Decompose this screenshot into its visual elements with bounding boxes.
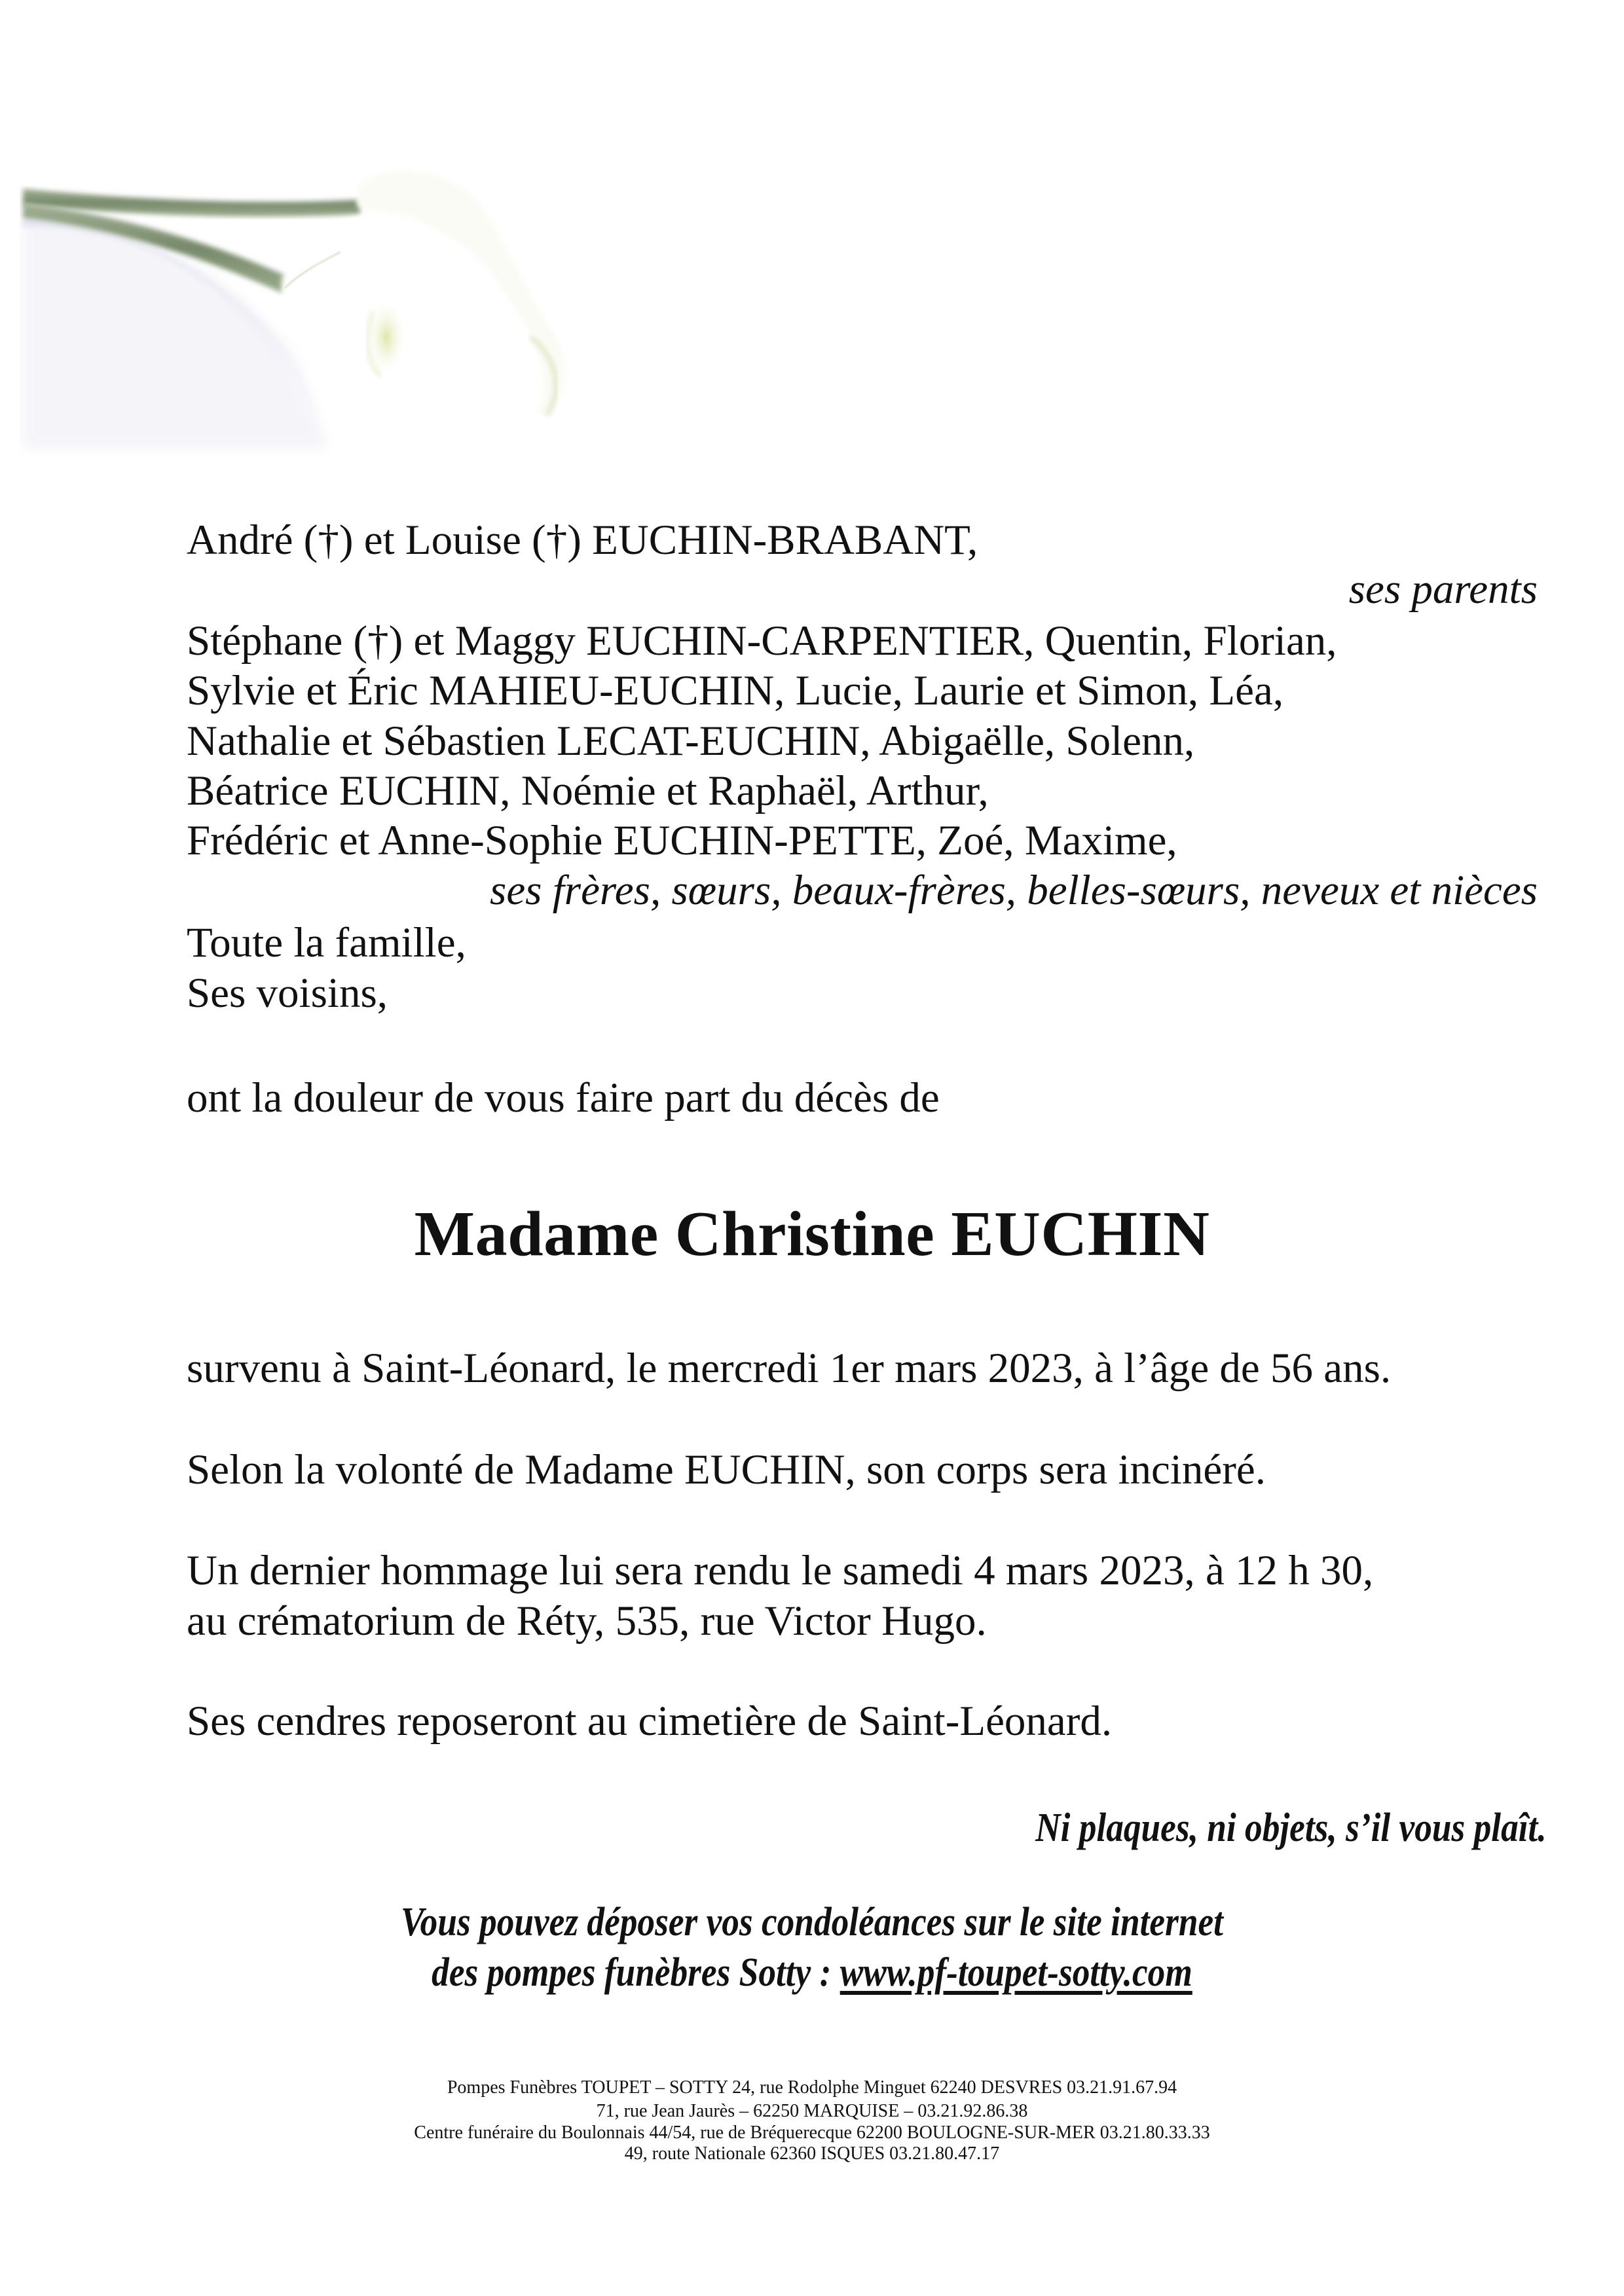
footer-line: 49, route Nationale 62360 ISQUES 03.21.80.47.17 (624, 2143, 1000, 2164)
siblings-line: Frédéric et Anne-Sophie EUCHIN-PETTE, Zoé, Maxime, (187, 817, 1177, 864)
parents-line: André (†) et Louise (†) EUCHIN-BRABANT, (187, 517, 978, 564)
siblings-line: Béatrice EUCHIN, Noémie et Raphaël, Arthur, (187, 767, 989, 814)
siblings-line: Stéphane (†) et Maggy EUCHIN-CARPENTIER, Quentin, Florian, (187, 617, 1337, 665)
siblings-line: Sylvie et Éric MAHIEU-EUCHIN, Lucie, Laurie et Simon, Léa, (187, 667, 1284, 714)
parents-label: ses parents (1348, 566, 1538, 613)
calla-lily-flower-icon (20, 141, 622, 455)
footer-line: Pompes Funèbres TOUPET – SOTTY 24, rue Rodolphe Minguet 62240 DESVRES 03.21.91.67.94 (447, 2077, 1177, 2098)
website-link[interactable]: www.pf-toupet-sotty.com (840, 1950, 1192, 1995)
tribute-line: au crématorium de Réty, 535, rue Victor Hugo. (187, 1597, 987, 1645)
condolences-line: Vous pouvez déposer vos condoléances sur le site internet (400, 1900, 1223, 1944)
death-details: survenu à Saint-Léonard, le mercredi 1er mars 2023, à l’âge de 56 ans. (187, 1345, 1392, 1392)
family-line: Toute la famille, (187, 919, 466, 966)
siblings-label: ses frères, sœurs, beaux-frères, belles-sœurs, neveux et nièces (490, 867, 1538, 914)
siblings-line: Nathalie et Sébastien LECAT-EUCHIN, Abigaëlle, Solenn, (187, 718, 1195, 765)
condolences-line-2 (114, 1952, 1511, 1993)
ashes-line: Ses cendres reposeront au cimetière de Saint-Léonard. (187, 1698, 1113, 1745)
deceased-name: Madame Christine EUCHIN (414, 1199, 1210, 1269)
neighbors-line: Ses voisins, (187, 970, 388, 1017)
condolences-prefix: des pompes funèbres Sotty : (432, 1950, 840, 1995)
cremation-wish: Selon la volonté de Madame EUCHIN, son corps sera incinéré. (187, 1446, 1266, 1493)
announcement: ont la douleur de vous faire part du décès de (187, 1074, 940, 1121)
tribute-line: Un dernier hommage lui sera rendu le samedi 4 mars 2023, à 12 h 30, (187, 1547, 1374, 1594)
footer-line: 71, rue Jean Jaurès – 62250 MARQUISE – 03.21.92.86.38 (596, 2101, 1028, 2121)
footer-line: Centre funéraire du Boulonnais 44/54, rue de Bréquerecque 62200 BOULOGNE-SUR-MER 03.21.80.33.33 (414, 2123, 1210, 2143)
no-flowers-request: Ni plaques, ni objets, s’il vous plaît. (1035, 1806, 1547, 1850)
